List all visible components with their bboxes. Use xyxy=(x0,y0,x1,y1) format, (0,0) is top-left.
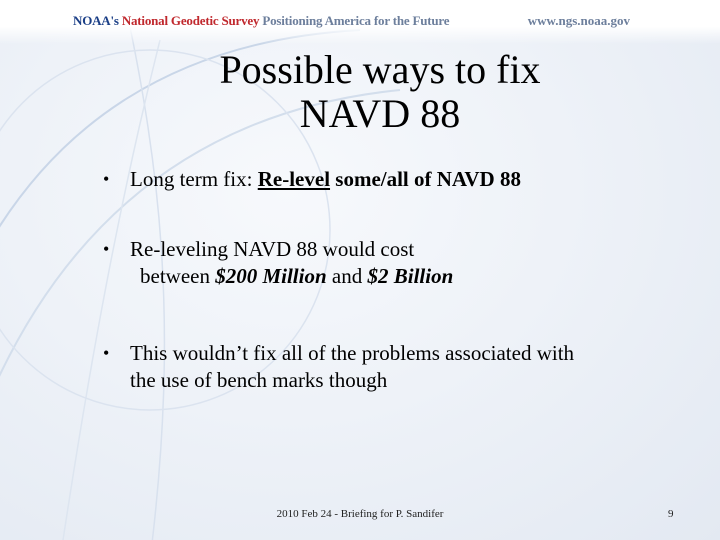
page-number: 9 xyxy=(668,508,674,520)
header-url: www.ngs.noaa.gov xyxy=(527,13,630,28)
header-tagline: Positioning America for the Future xyxy=(262,13,450,28)
header-banner xyxy=(0,0,720,44)
title-line-1: Possible ways to fix xyxy=(219,47,541,92)
bullet-1-rest: some/all of NAVD 88 xyxy=(330,167,521,191)
bullet-dot: • xyxy=(103,239,110,259)
bullet-1-relevel: Re-level xyxy=(257,167,331,191)
bullet-3-line-1: This wouldn’t fix all of the problems associated with xyxy=(130,341,575,365)
header-org: NOAA's xyxy=(73,13,119,28)
cost-high: $2 Billion xyxy=(367,264,454,288)
bullet-dot: • xyxy=(103,169,110,189)
bullet-1-lead: Long term fix: xyxy=(130,167,258,191)
slide-title xyxy=(100,48,660,136)
bullet-dot: • xyxy=(103,343,110,363)
bullet-2-line-1: Re-leveling NAVD 88 would cost xyxy=(130,237,415,261)
bullet-2-line-2: between $200 Million and $2 Billion xyxy=(140,264,454,288)
slide-footer: 2010 Feb 24 - Briefing for P. Sandifer xyxy=(276,508,444,520)
bullet-3-line-2: the use of bench marks though xyxy=(130,368,388,392)
header-agency: National Geodetic Survey xyxy=(121,13,260,28)
title-line-2: NAVD 88 xyxy=(299,91,461,136)
header-branding xyxy=(73,13,449,29)
cost-low: $200 Million xyxy=(215,264,327,288)
